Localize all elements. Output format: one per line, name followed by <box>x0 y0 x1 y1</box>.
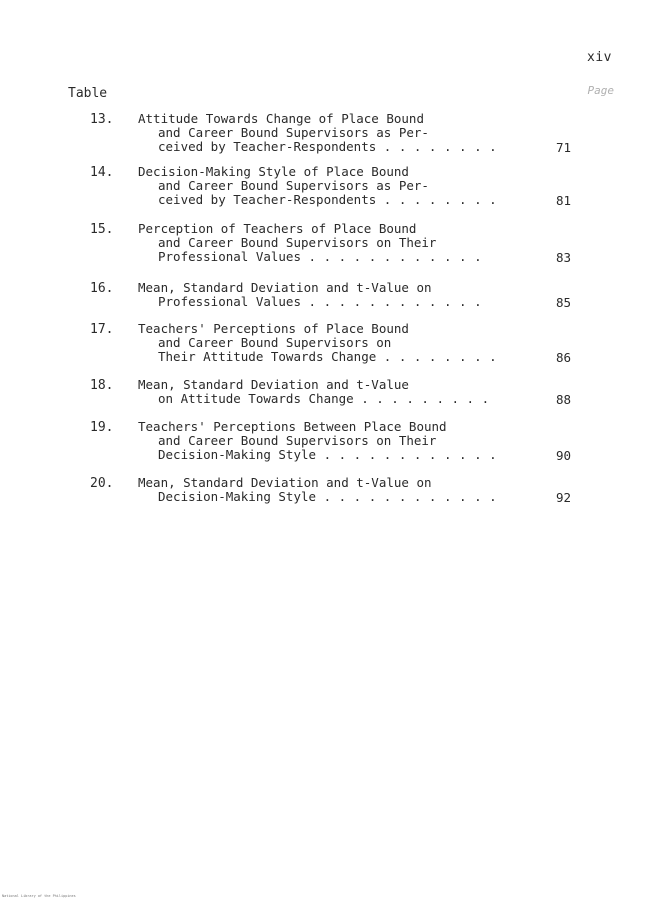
toc-entry-number: 17. <box>90 322 114 337</box>
toc-entry-title-line: ceived by Teacher-Respondents . . . . . . . . <box>158 139 497 154</box>
toc-entry-title-line: Mean, Standard Deviation and t-Value <box>138 377 409 392</box>
toc-entry-title-line: and Career Bound Supervisors on <box>158 335 392 350</box>
toc-entry-title-line: Attitude Towards Change of Place Bound <box>138 111 424 126</box>
toc-entry-page: 92 <box>556 490 572 505</box>
toc-entry-title-line: Teachers' Perceptions Between Place Bound <box>138 419 447 434</box>
toc-entry-title-line: and Career Bound Supervisors as Per- <box>158 125 429 140</box>
toc-entry-page: 86 <box>556 350 572 365</box>
toc-entry-title-line: Professional Values . . . . . . . . . . . . <box>158 249 482 264</box>
toc-entry-page: 85 <box>556 295 572 310</box>
footer-note: National Library of the Philippines <box>2 894 76 898</box>
table-column-label: Table <box>68 86 108 101</box>
toc-entry-title-line: Mean, Standard Deviation and t-Value on <box>138 280 432 295</box>
toc-entry-number: 18. <box>90 378 114 393</box>
toc-entry-number: 16. <box>90 281 114 296</box>
toc-entry-title-line: and Career Bound Supervisors as Per- <box>158 178 429 193</box>
page-number: xiv <box>587 50 612 65</box>
toc-entry-title-line: Decision-Making Style of Place Bound <box>138 164 409 179</box>
toc-entry-title-line: on Attitude Towards Change . . . . . . . . . <box>158 391 490 406</box>
toc-entry-title-line: Professional Values . . . . . . . . . . . . <box>158 294 482 309</box>
toc-entry-number: 20. <box>90 476 114 491</box>
toc-entry-title-line: Perception of Teachers of Place Bound <box>138 221 417 236</box>
toc-entry-title-line: Decision-Making Style . . . . . . . . . . . . <box>158 447 497 462</box>
toc-entry-title-line: Mean, Standard Deviation and t-Value on <box>138 475 432 490</box>
toc-entry-page: 81 <box>556 193 572 208</box>
toc-entry-number: 15. <box>90 222 114 237</box>
toc-entry-title-line: and Career Bound Supervisors on Their <box>158 235 437 250</box>
toc-entry-number: 14. <box>90 165 114 180</box>
toc-entry-page: 90 <box>556 448 572 463</box>
toc-entry-title-line: Their Attitude Towards Change . . . . . . . . <box>158 349 497 364</box>
toc-entry-title-line: Teachers' Perceptions of Place Bound <box>138 321 409 336</box>
page-column-label: Page <box>587 84 614 97</box>
toc-entry-page: 71 <box>556 140 572 155</box>
toc-entry-title-line: Decision-Making Style . . . . . . . . . . . . <box>158 489 497 504</box>
toc-entry-page: 83 <box>556 250 572 265</box>
toc-entry-number: 13. <box>90 112 114 127</box>
toc-entry-title-line: and Career Bound Supervisors on Their <box>158 433 437 448</box>
toc-entry-title-line: ceived by Teacher-Respondents . . . . . . . . <box>158 192 497 207</box>
toc-entry-number: 19. <box>90 420 114 435</box>
toc-entry-page: 88 <box>556 392 572 407</box>
